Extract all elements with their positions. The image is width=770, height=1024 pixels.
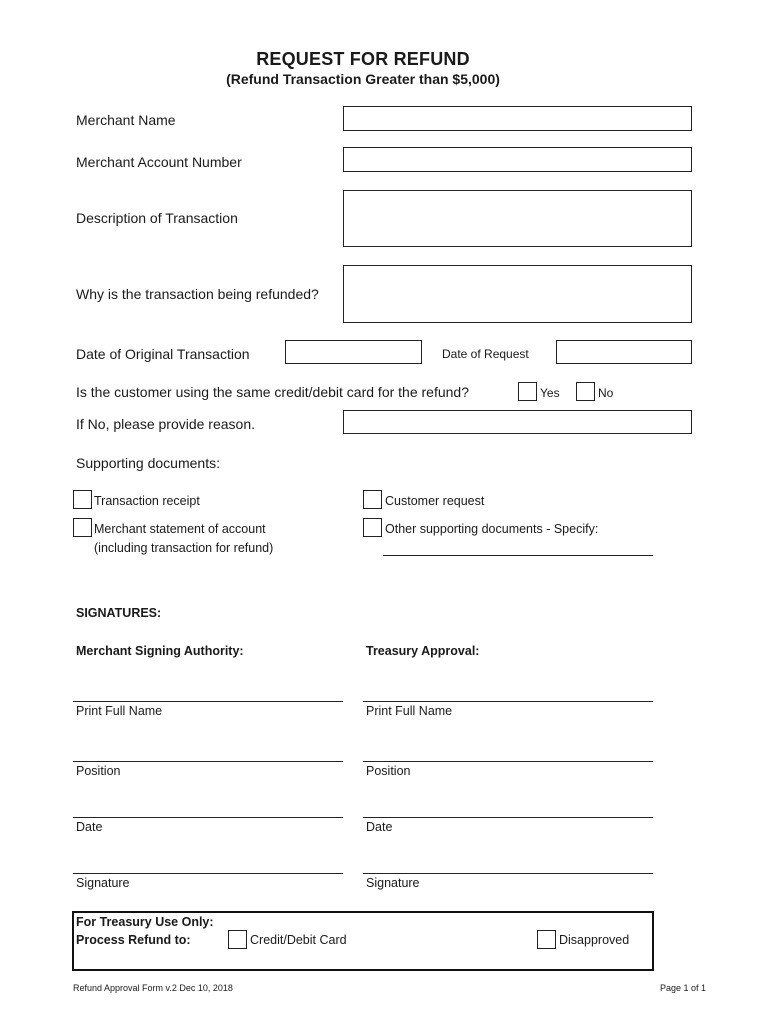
treasury-position-label: Position (366, 764, 411, 778)
credit-debit-label: Credit/Debit Card (250, 933, 347, 947)
transaction-receipt-checkbox[interactable] (73, 490, 92, 509)
no-label: No (598, 386, 614, 400)
request-date-label: Date of Request (442, 347, 529, 361)
merchant-statement-note: (including transaction for refund) (94, 541, 274, 555)
merchant-account-number-label: Merchant Account Number (76, 154, 242, 170)
merchant-print-name-label: Print Full Name (76, 704, 163, 718)
same-card-question: Is the customer using the same credit/debit card for the refund? (76, 384, 469, 400)
refund-reason-field[interactable] (343, 265, 692, 323)
page-number: Page 1 of 1 (660, 983, 707, 993)
request-date-field[interactable] (556, 340, 692, 364)
transaction-receipt-label: Transaction receipt (94, 494, 200, 508)
treasury-approval-heading: Treasury Approval: (366, 644, 480, 658)
treasury-signature-label: Signature (366, 876, 420, 890)
form-version: Refund Approval Form v.2 Dec 10, 2018 (73, 983, 233, 993)
merchant-name-label: Merchant Name (76, 112, 176, 128)
no-checkbox[interactable] (576, 382, 595, 401)
treasury-signature-line[interactable] (363, 873, 653, 874)
signatures-heading: SIGNATURES: (76, 606, 162, 620)
original-date-field[interactable] (285, 340, 422, 364)
form-title: REQUEST FOR REFUND (256, 49, 470, 69)
merchant-statement-label: Merchant statement of account (94, 522, 266, 536)
yes-checkbox[interactable] (518, 382, 537, 401)
original-date-label: Date of Original Transaction (76, 346, 250, 362)
disapproved-checkbox[interactable] (537, 930, 556, 949)
merchant-date-line[interactable] (73, 817, 343, 818)
merchant-signing-authority-heading: Merchant Signing Authority: (76, 644, 244, 658)
credit-debit-checkbox[interactable] (228, 930, 247, 949)
if-no-reason-label: If No, please provide reason. (76, 416, 255, 432)
other-documents-label: Other supporting documents - Specify: (385, 522, 599, 536)
merchant-signature-label: Signature (76, 876, 130, 890)
description-label: Description of Transaction (76, 210, 238, 226)
treasury-date-label: Date (366, 820, 393, 834)
merchant-account-number-field[interactable] (343, 147, 692, 172)
merchant-statement-checkbox[interactable] (73, 518, 92, 537)
merchant-date-label: Date (76, 820, 103, 834)
yes-label: Yes (540, 386, 560, 400)
other-documents-specify-line[interactable] (383, 555, 653, 556)
supporting-documents-heading: Supporting documents: (76, 455, 220, 471)
merchant-position-label: Position (76, 764, 121, 778)
disapproved-label: Disapproved (559, 933, 630, 947)
refund-reason-label: Why is the transaction being refunded? (76, 286, 319, 302)
form-subtitle: (Refund Transaction Greater than $5,000) (226, 71, 500, 87)
customer-request-checkbox[interactable] (363, 490, 382, 509)
process-refund-label: Process Refund to: (76, 933, 191, 947)
treasury-use-only-label: For Treasury Use Only: (76, 915, 214, 929)
merchant-name-field[interactable] (343, 106, 692, 131)
merchant-signature-line[interactable] (73, 873, 343, 874)
treasury-name-line[interactable] (363, 701, 653, 702)
if-no-reason-field[interactable] (343, 410, 692, 434)
treasury-date-line[interactable] (363, 817, 653, 818)
other-documents-checkbox[interactable] (363, 518, 382, 537)
merchant-name-line[interactable] (73, 701, 343, 702)
treasury-position-line[interactable] (363, 761, 653, 762)
customer-request-label: Customer request (385, 494, 485, 508)
description-field[interactable] (343, 190, 692, 247)
treasury-print-name-label: Print Full Name (366, 704, 453, 718)
merchant-position-line[interactable] (73, 761, 343, 762)
